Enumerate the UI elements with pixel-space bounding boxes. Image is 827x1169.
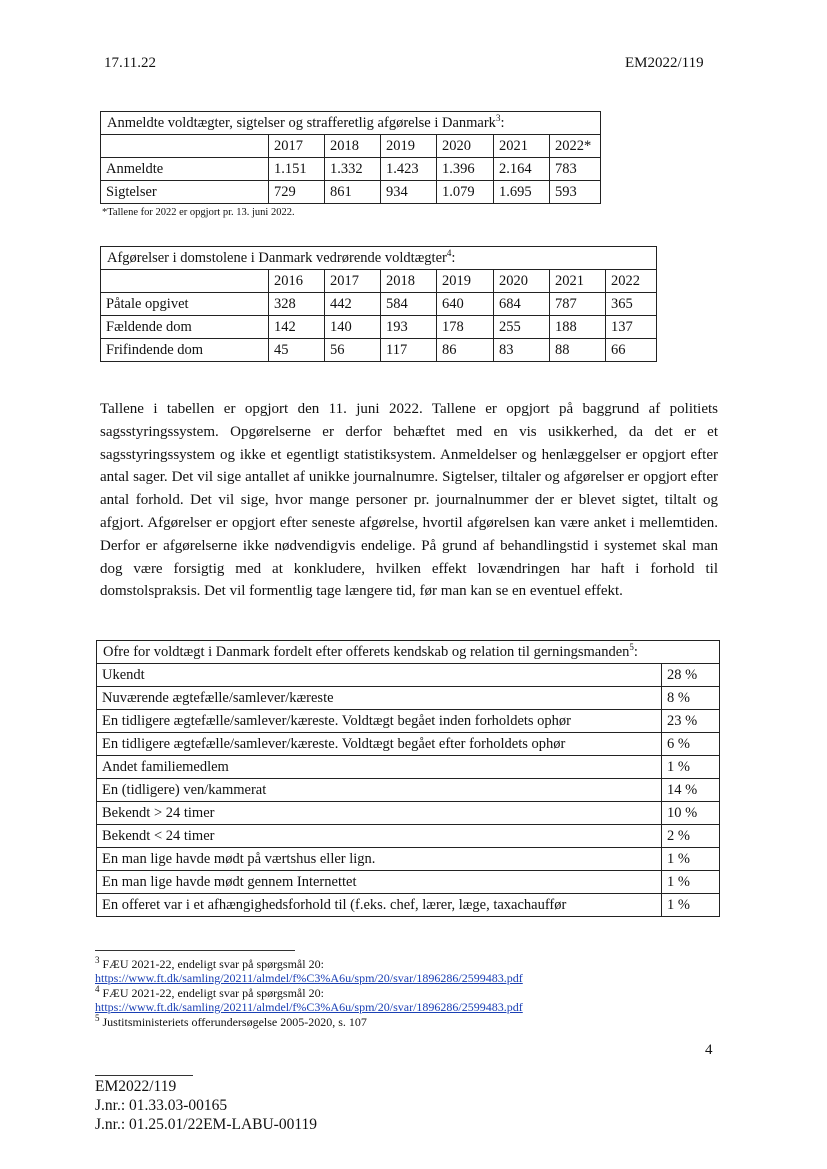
row-label: En man lige havde mødt gennem Internettet <box>97 871 662 894</box>
table-cell: 140 <box>325 316 381 339</box>
table-row <box>97 687 720 710</box>
table-row <box>101 181 601 204</box>
table-header-row <box>101 270 657 293</box>
table-cell: 56 <box>325 339 381 362</box>
footer-journal-number-1: J.nr.: 01.33.03-00165 <box>95 1097 228 1114</box>
year-header: 2022 <box>606 270 657 293</box>
reported-rapes-table <box>100 111 601 204</box>
table-cell: 442 <box>325 293 381 316</box>
table-cell: 783 <box>550 158 601 181</box>
table-cell: 729 <box>269 181 325 204</box>
year-header: 2019 <box>381 135 437 158</box>
table-row <box>101 339 657 362</box>
table-cell: 142 <box>269 316 325 339</box>
table-row <box>97 894 720 917</box>
year-header: 2020 <box>494 270 550 293</box>
table-row <box>101 316 657 339</box>
court-decisions-table <box>100 246 657 362</box>
year-header: 2019 <box>437 270 494 293</box>
row-label: Frifindende dom <box>101 339 269 362</box>
table-cell: 1.695 <box>494 181 550 204</box>
table-caption: Afgørelser i domstolene i Danmark vedrørende voldtægter$^4$: <box>101 247 657 270</box>
row-label: Sigtelser <box>101 181 269 204</box>
table-cell: 178 <box>437 316 494 339</box>
year-header: 2017 <box>325 270 381 293</box>
row-label: Fældende dom <box>101 316 269 339</box>
year-header: 2017 <box>269 135 325 158</box>
footer-journal-number-2: J.nr.: 01.25.01/22EM-LABU-00119 <box>95 1116 318 1133</box>
body-paragraph: Tallene i tabellen er opgjort den 11. juni 2022. Tallene er opgjort på baggrund af politiets sagsstyringssystem. Opgørelserne er derfor behæftet med en vis usikkerhed, da det er et sagsstyringssystem og ikke et egentligt statistiksystem. Anmeldelser og henlæggelser er opgjort efter antal sager. Det vil sige antallet af unikke journalnumre. Sigtelser, tiltaler og afgørelser er opgjort efter antal forhold. Det vil sige, hvor mange personer pr. journalnummer der er blevet sigtet, tiltalt og afgjort. Afgørelser er opgjort efter seneste afgørelse, hvortil afgørelsen kan være anket i mellemtiden. Derfor er afgørelserne ikke nødvendigvis endelige. På grund af behandlingstid i systemet skal man dog være forsigtig med at konkludere, hvilken effekt lovændringen har haft i forhold til domstolspraksis. Det vil formentlig tage længere tid, før man kan se en eventuel effekt. <box>100 401 718 600</box>
page-number: 4 <box>705 1042 713 1058</box>
table-cell: 684 <box>494 293 550 316</box>
table-row <box>101 158 601 181</box>
table-cell: 1 % <box>662 871 720 894</box>
table-cell: 117 <box>381 339 437 362</box>
table-cell: 328 <box>269 293 325 316</box>
header-date: 17.11.22 <box>104 55 156 71</box>
table-cell: 640 <box>437 293 494 316</box>
table-cell: 1 % <box>662 848 720 871</box>
table-row <box>97 779 720 802</box>
row-label: Anmeldte <box>101 158 269 181</box>
row-label: En offeret var i et afhængighedsforhold til (f.eks. chef, lærer, læge, taxachauffør <box>97 894 662 917</box>
table-cell: 1.332 <box>325 158 381 181</box>
table-cell: 10 % <box>662 802 720 825</box>
table-cell: 1 % <box>662 756 720 779</box>
table-cell: 88 <box>550 339 606 362</box>
row-label: En (tidligere) ven/kammerat <box>97 779 662 802</box>
victim-relation-table <box>96 640 720 917</box>
footnote-3: $^3$ FÆU 2021-22, endeligt svar på spørgsmål 20: https://www.ft.dk/samling/20211/almdel/f%C3%A6u/spm/20/svar/1896286/2599483.pdf <box>95 955 523 985</box>
row-label: Andet familiemedlem <box>97 756 662 779</box>
table-row <box>97 710 720 733</box>
table-cell: 1.423 <box>381 158 437 181</box>
row-label: Bekendt < 24 timer <box>97 825 662 848</box>
table-cell: 2.164 <box>494 158 550 181</box>
year-header: 2021 <box>550 270 606 293</box>
table-cell: 23 % <box>662 710 720 733</box>
table-row <box>97 848 720 871</box>
footnote-3-link[interactable]: https://www.ft.dk/samling/20211/almdel/f%C3%A6u/spm/20/svar/1896286/2599483.pdf <box>95 971 523 985</box>
footnote-divider <box>95 950 295 951</box>
row-label: Nuværende ægtefælle/samlever/kæreste <box>97 687 662 710</box>
table-cell: 193 <box>381 316 437 339</box>
table-cell: 1 % <box>662 894 720 917</box>
table-cell: 14 % <box>662 779 720 802</box>
footnote-4-link[interactable]: https://www.ft.dk/samling/20211/almdel/f%C3%A6u/spm/20/svar/1896286/2599483.pdf <box>95 1000 523 1014</box>
table-cell: 66 <box>606 339 657 362</box>
row-label: En tidligere ægtefælle/samlever/kæreste. Voldtægt begået efter forholdets ophør <box>97 733 662 756</box>
table-cell: 2 % <box>662 825 720 848</box>
row-label: En man lige havde mødt på værtshus eller lign. <box>97 848 662 871</box>
footnote-5: $^5$ Justitsministeriets offerundersøgelse 2005-2020, s. 107 <box>95 1013 367 1029</box>
table-cell: 934 <box>381 181 437 204</box>
year-header: 2018 <box>325 135 381 158</box>
table-cell: 28 % <box>662 664 720 687</box>
row-label: Ukendt <box>97 664 662 687</box>
table-caption: Anmeldte voldtægter, sigtelser og strafferetlig afgørelse i Danmark$^3$: <box>101 112 601 135</box>
row-label: En tidligere ægtefælle/samlever/kæreste. Voldtægt begået inden forholdets ophør <box>97 710 662 733</box>
table-cell: 593 <box>550 181 601 204</box>
table-row <box>97 664 720 687</box>
table-row <box>97 733 720 756</box>
year-header: 2018 <box>381 270 437 293</box>
table-caption: Ofre for voldtægt i Danmark fordelt efter offerets kendskab og relation til gerningsmanden$^5$: <box>97 641 720 664</box>
table-header-row <box>101 135 601 158</box>
table-cell: 861 <box>325 181 381 204</box>
table-cell: 787 <box>550 293 606 316</box>
table-cell: 1.079 <box>437 181 494 204</box>
row-label: Påtale opgivet <box>101 293 269 316</box>
year-header: 2022* <box>550 135 601 158</box>
table-row <box>97 871 720 894</box>
table-cell: 365 <box>606 293 657 316</box>
table-cell: 83 <box>494 339 550 362</box>
table-row <box>97 802 720 825</box>
table-cell: 8 % <box>662 687 720 710</box>
table-cell: 137 <box>606 316 657 339</box>
table-cell: 45 <box>269 339 325 362</box>
table-cell: 584 <box>381 293 437 316</box>
table-cell: 1.151 <box>269 158 325 181</box>
table-cell: 86 <box>437 339 494 362</box>
table-row <box>97 825 720 848</box>
year-header: 2021 <box>494 135 550 158</box>
table-row <box>101 293 657 316</box>
footer-divider <box>95 1075 193 1076</box>
table-cell: 1.396 <box>437 158 494 181</box>
table-cell: 6 % <box>662 733 720 756</box>
footer-reference: EM2022/119 <box>95 1078 177 1095</box>
footnote-4: $^4$ FÆU 2021-22, endeligt svar på spørgsmål 20: https://www.ft.dk/samling/20211/almdel/f%C3%A6u/spm/20/svar/1896286/2599483.pdf <box>95 984 523 1014</box>
year-header: 2020 <box>437 135 494 158</box>
row-label: Bekendt > 24 timer <box>97 802 662 825</box>
table-note: *Tallene for 2022 er opgjort pr. 13. juni 2022. <box>102 207 295 218</box>
table-cell: 188 <box>550 316 606 339</box>
table-row <box>97 756 720 779</box>
table-cell: 255 <box>494 316 550 339</box>
header-reference: EM2022/119 <box>625 55 704 71</box>
year-header: 2016 <box>269 270 325 293</box>
